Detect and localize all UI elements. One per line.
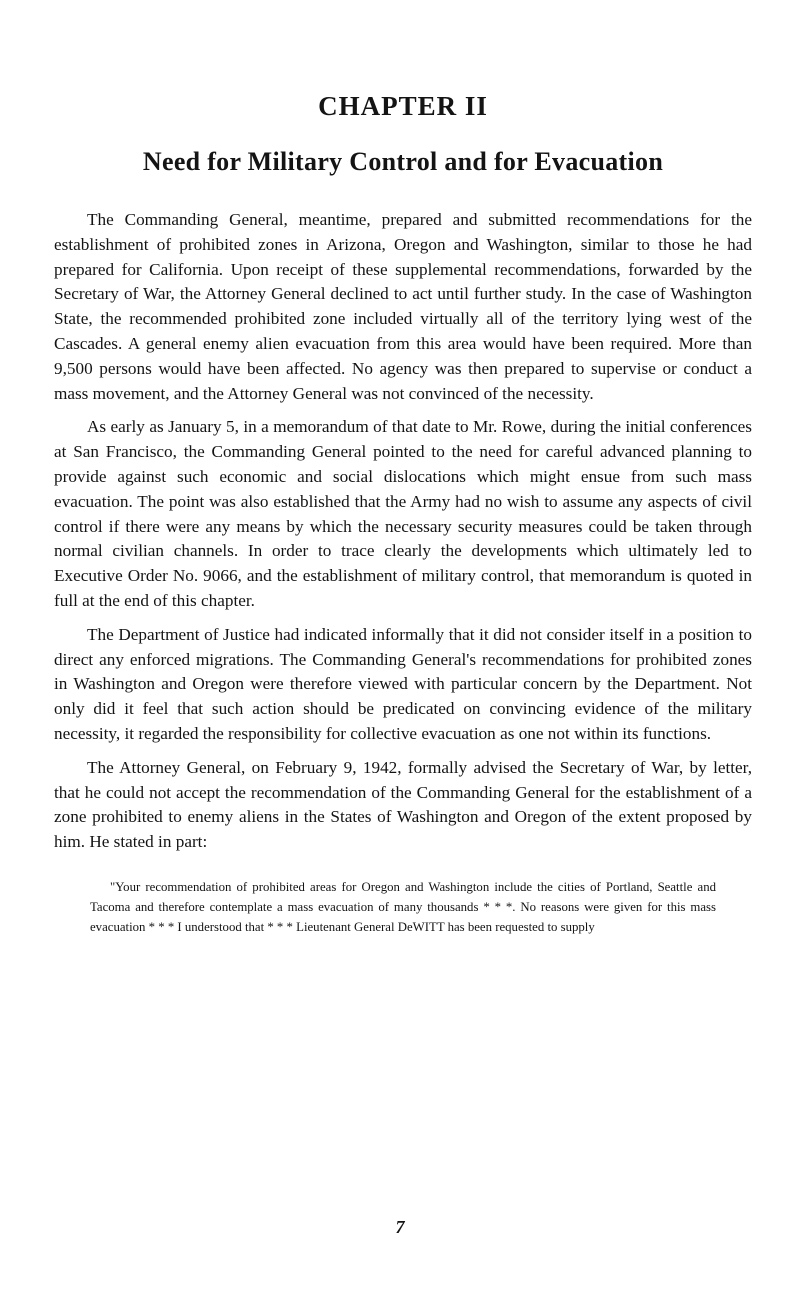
block-quote: "Your recommendation of prohibited areas for Oregon and Washington include the cities of Portland, Seattle and Tacoma and therefore contemplate a mass evacuation of many thousands * * *. No reasons were given for this mass evacuation * * * I understood that * * * Lieutenant General DeWITT has been requested to supply bbox=[90, 879, 716, 934]
page-number: 7 bbox=[395, 1217, 405, 1237]
body-text bbox=[54, 208, 752, 937]
paragraph-4: The Attorney General, on February 9, 1942, formally advised the Secretary of War, by letter, that he could not accept the recommendation of the Commanding General for the establishment of a zone prohibited to enemy aliens in the States of Washington and Oregon of the extent proposed by him. He stated in part: bbox=[54, 757, 752, 852]
paragraph-3: The Department of Justice had indicated informally that it did not consider itself in a position to direct any enforced migrations. The Commanding General's recommendations for prohibited zones in Washington and Oregon were therefore viewed with particular concern by the Department. Not only did it feel that such action should be predicated on convincing evidence of the military necessity, it regarded the responsibility for collective evacuation as one not within its functions. bbox=[54, 624, 752, 743]
paragraph-2: As early as January 5, in a memorandum of that date to Mr. Rowe, during the initial conferences at San Francisco, the Commanding General pointed to the need for careful advanced planning to provide against such economic and social dislocations which might ensue from such mass evacuation. The point was also established that the Army had no wish to assume any aspects of civil control if there were any means by which the necessary security measures could be taken through normal civilian channels. In order to trace clearly the developments which ultimately led to Executive Order No. 9066, and the establishment of military control, that memorandum is quoted in full at the end of this chapter. bbox=[54, 417, 752, 610]
chapter-number: CHAPTER II bbox=[318, 91, 488, 121]
chapter-title: Need for Military Control and for Evacuation bbox=[142, 147, 664, 176]
paragraph-1: The Commanding General, meantime, prepared and submitted recommendations for the establishment of prohibited zones in Arizona, Oregon and Washington, similar to those he had prepared for California. Upon receipt of these supplemental recommendations, forwarded by the Secretary of War, the Attorney General declined to act until further study. In the case of Washington State, the recommended prohibited zone included virtually all of the territory lying west of the Cascades. A general enemy alien evacuation from this area would have been required. More than 9,500 persons would have been affected. No agency was then prepared to supervise or conduct a mass movement, and the Attorney General was not convinced of the necessity. bbox=[54, 210, 752, 403]
